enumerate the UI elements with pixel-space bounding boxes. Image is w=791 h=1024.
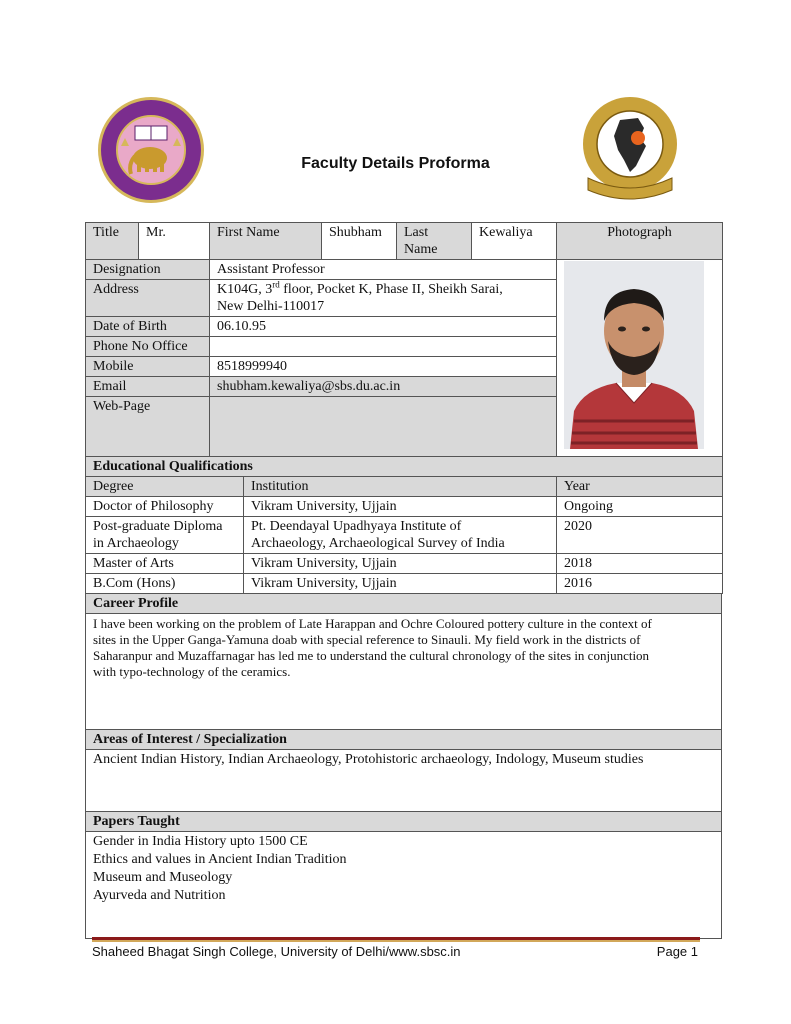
interests-table xyxy=(85,729,722,812)
faculty-proforma xyxy=(85,222,722,939)
address-line1-sup: rd xyxy=(272,279,280,290)
email-value: shubham.kewaliya@sbs.du.ac.in xyxy=(210,377,557,397)
university-of-delhi-logo xyxy=(95,96,207,204)
career-line: Saharanpur and Muzaffarnagar has led me to understand the cultural chronology of the sites in conjunction xyxy=(93,648,650,663)
degree-header: Degree xyxy=(86,477,244,497)
phone-value xyxy=(210,337,557,357)
address-line1-b: floor, Pocket K, Phase II, Sheikh Sarai, xyxy=(279,282,503,297)
degree-cell: B.Com (Hons) xyxy=(86,574,244,594)
photograph-cell xyxy=(557,260,723,457)
document-title: Faculty Details Proforma xyxy=(301,155,490,172)
interests-text: Ancient Indian History, Indian Archaeology, Protohistoric archaeology, Indology, Museum studies xyxy=(86,750,722,812)
dob-label: Date of Birth xyxy=(86,317,210,337)
footer-rule-accent xyxy=(92,940,700,942)
list-item: Gender in India History upto 1500 CE xyxy=(93,834,308,849)
table-row xyxy=(86,554,723,574)
education-section-title: Educational Qualifications xyxy=(86,457,723,477)
institution-cell: Vikram University, Ujjain xyxy=(244,497,557,517)
mobile-value: 8518999940 xyxy=(210,357,557,377)
first-name-label: First Name xyxy=(210,223,322,260)
address-line2: New Delhi-110017 xyxy=(217,299,325,314)
year-cell: Ongoing xyxy=(557,497,723,517)
degree-cell: Master of Arts xyxy=(86,554,244,574)
list-item: Ayurveda and Nutrition xyxy=(93,888,226,903)
career-section-title: Career Profile xyxy=(86,594,722,614)
designation-value: Assistant Professor xyxy=(210,260,557,280)
papers-list xyxy=(86,832,722,939)
institution-cell xyxy=(244,517,557,554)
designation-label: Designation xyxy=(86,260,210,280)
career-line: sites in the Upper Ganga-Yamuna doab with special reference to Sinauli. My field work in the districts of xyxy=(93,632,641,647)
degree-cell: Doctor of Philosophy xyxy=(86,497,244,517)
year-cell: 2020 xyxy=(557,517,723,554)
career-text xyxy=(86,614,722,730)
year-header: Year xyxy=(557,477,723,497)
table-row xyxy=(86,497,723,517)
address-value xyxy=(210,280,557,317)
page-number: Page 1 xyxy=(656,944,698,959)
first-name-value: Shubham xyxy=(322,223,397,260)
sbs-college-logo xyxy=(580,94,680,206)
footer-text: Shaheed Bhagat Singh College, University of Delhi/www.sbsc.in xyxy=(92,944,461,959)
address-label: Address xyxy=(86,280,210,317)
list-item: Museum and Museology xyxy=(93,870,233,885)
address-line1-a: K104G, 3 xyxy=(217,282,273,297)
mobile-label: Mobile xyxy=(86,357,210,377)
institution-line: Pt. Deendayal Upadhyaya Institute of xyxy=(251,519,462,534)
institution-cell: Vikram University, Ujjain xyxy=(244,554,557,574)
degree-line: in Archaeology xyxy=(93,536,179,551)
photograph-label: Photograph xyxy=(557,223,723,260)
table-row xyxy=(86,517,723,554)
personal-details-table xyxy=(85,222,723,457)
list-item: Ethics and values in Ancient Indian Tradition xyxy=(93,852,347,867)
phone-label: Phone No Office xyxy=(86,337,210,357)
institution-cell: Vikram University, Ujjain xyxy=(244,574,557,594)
last-name-value: Kewaliya xyxy=(472,223,557,260)
career-line: with typo-technology of the ceramics. xyxy=(93,664,291,679)
email-label: Email xyxy=(86,377,210,397)
webpage-value xyxy=(210,397,557,457)
papers-table xyxy=(85,811,722,939)
papers-section-title: Papers Taught xyxy=(86,812,722,832)
career-table xyxy=(85,593,722,730)
interests-section-title: Areas of Interest / Specialization xyxy=(86,730,722,750)
degree-cell xyxy=(86,517,244,554)
institution-line: Archaeology, Archaeological Survey of India xyxy=(251,536,505,551)
webpage-label: Web-Page xyxy=(86,397,210,457)
institution-header: Institution xyxy=(244,477,557,497)
year-cell: 2016 xyxy=(557,574,723,594)
degree-line: Post-graduate Diploma xyxy=(93,519,223,534)
dob-value: 06.10.95 xyxy=(210,317,557,337)
career-line: I have been working on the problem of Late Harappan and Ochre Coloured pottery culture in the context of xyxy=(93,616,652,631)
education-table xyxy=(85,456,723,594)
last-name-label: Last Name xyxy=(397,223,472,260)
year-cell: 2018 xyxy=(557,554,723,574)
table-row xyxy=(86,574,723,594)
title-label: Title xyxy=(86,223,139,260)
title-value: Mr. xyxy=(139,223,210,260)
faculty-photograph xyxy=(564,261,704,449)
